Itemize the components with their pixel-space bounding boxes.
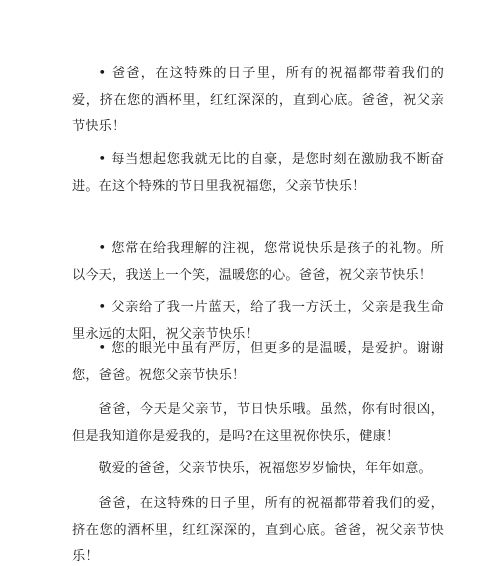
paragraph-blessing-6: 爸爸，今天是父亲节，节日快乐哦。虽然，你有时很凶，但是我知道你是爱我的，是吗?在这里祝你快乐，健康！	[72, 402, 444, 444]
paragraph-blessing-1: • 爸爸，在这特殊的日子里，所有的祝福都带着我们的爱，挤在您的酒杯里，红红深深的，直到心底。爸爸，祝父亲节快乐！	[72, 66, 444, 134]
paragraph-blessing-8: 爸爸，在这特殊的日子里，所有的祝福都带着我们的爱，挤在您的酒杯里，红红深深的，直到心底。爸爸，祝父亲节快乐！	[72, 496, 444, 564]
paragraph-blessing-5: • 您的眼光中虽有严厉，但更多的是温暖，是爱护。谢谢您，爸爸。祝您父亲节快乐！	[72, 341, 444, 383]
paragraph-blessing-3: • 您常在给我理解的注视，您常说快乐是孩子的礼物。所以今天，我送上一个笑，温暖您的心。爸爸，祝父亲节快乐！	[72, 241, 444, 283]
paragraph-blessing-7: 敬爱的爸爸，父亲节快乐，祝福您岁岁愉快，年年如意。	[98, 461, 432, 476]
paragraph-blessing-4: • 父亲给了我一片蓝天，给了我一方沃土，父亲是我生命里永远的太阳，祝父亲节快乐！	[72, 300, 444, 342]
paragraph-blessing-2: • 每当想起您我就无比的自豪，是您时刻在激励我不断奋进。在这个特殊的节日里我祝福您，父亲节快乐！	[72, 152, 444, 194]
